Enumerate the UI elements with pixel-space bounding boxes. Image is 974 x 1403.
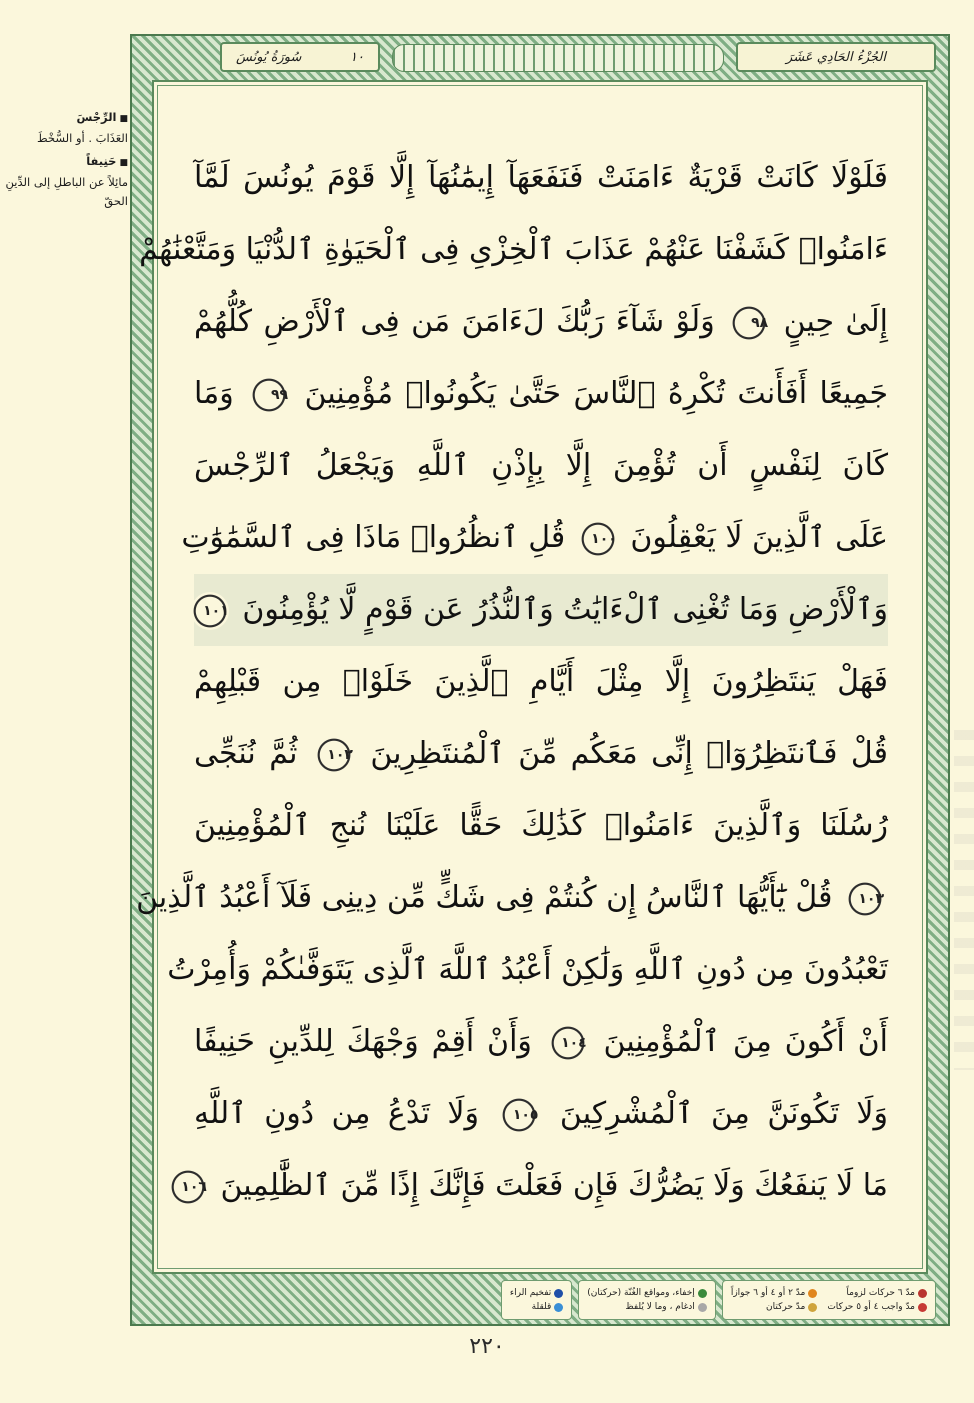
legend-ra-box bbox=[501, 1280, 572, 1320]
verse-block bbox=[136, 142, 889, 1222]
verse-line: جَمِيعًا أَفَأَنتَ تُكْرِهُ ٱلنَّاسَ حَتَّىٰ يَكُونُوا۟ مُؤْمِنِينَ ٩٩ وَمَا bbox=[194, 358, 888, 430]
verse-line: وَٱلْأَرْضِ وَمَا تُغْنِى ٱلْءَايَٰتُ وَٱلنُّذُرُ عَن قَوْمٍ لَّا يُؤْمِنُونَ ١٠١ bbox=[194, 574, 888, 646]
legend-madd-box bbox=[722, 1280, 936, 1320]
verse-line: تَعْبُدُونَ مِن دُونِ ٱللَّهِ وَلَٰكِنْ أَعْبُدُ ٱللَّهَ ٱلَّذِى يَتَوَفَّىٰكُمْ وَأُمِرْتُ bbox=[167, 952, 888, 987]
color-dot-icon bbox=[554, 1289, 563, 1298]
legend-item: مدّ واجب ٤ أو ٥ حركات bbox=[827, 1302, 927, 1312]
color-dot-icon bbox=[698, 1289, 707, 1298]
ayah-number-marker: ١٠٦ bbox=[169, 1168, 207, 1206]
legend-item: قلقلة bbox=[510, 1302, 563, 1312]
ayah-number-marker: ٩٩ bbox=[250, 376, 288, 414]
color-dot-icon bbox=[918, 1303, 927, 1312]
color-dot-icon bbox=[554, 1303, 563, 1312]
ayah-number-marker: ١٠٤ bbox=[549, 1024, 587, 1062]
verse-line: أَنْ أَكُونَ مِنَ ٱلْمُؤْمِنِينَ ١٠٤ وَأَنْ أَقِمْ وَجْهَكَ لِلدِّينِ حَنِيفًا bbox=[194, 1006, 888, 1078]
verse-line: قُلْ فَٱنتَظِرُوٓا۟ إِنِّى مَعَكُم مِّنَ ٱلْمُنتَظِرِينَ ١٠٢ ثُمَّ نُنَجِّى bbox=[194, 718, 888, 790]
legend-item: ادغام ، وما لا يُلفظ bbox=[587, 1302, 707, 1312]
verse-line: ١٠٣ قُلْ يَٰٓأَيُّهَا ٱلنَّاسُ إِن كُنتُمْ فِى شَكٍّ مِّن دِينِى فَلَآ أَعْبُدُ ٱلَّذِينَ bbox=[194, 862, 888, 934]
tajweed-legend bbox=[144, 1280, 936, 1320]
text-panel bbox=[136, 80, 928, 1274]
juz-title: الجُزْءُ الحَادِي عَشَرَ bbox=[786, 49, 886, 65]
surah-title: سُورَةُ يُونُسَ bbox=[236, 49, 302, 65]
glossary-term: ■ حَنِيفاً bbox=[0, 152, 128, 173]
header-ornament bbox=[392, 44, 724, 72]
legend-ghunna-box bbox=[578, 1280, 716, 1320]
color-dot-icon bbox=[698, 1303, 707, 1312]
surah-number: ١٠ bbox=[350, 49, 364, 65]
glossary-term: ■ الرِّجْسَ bbox=[0, 108, 128, 129]
ayah-number-marker: ١٠٣ bbox=[846, 880, 884, 918]
legend-item: إخفاء، ومواقع الغُنّة (حركتان) bbox=[587, 1288, 707, 1298]
verse-line: فَهَلْ يَنتَظِرُونَ إِلَّا مِثْلَ أَيَّامِ ٱلَّذِينَ خَلَوْا۟ مِن قَبْلِهِمْ bbox=[194, 664, 888, 699]
color-dot-icon bbox=[918, 1289, 927, 1298]
verse-line: عَلَى ٱلَّذِينَ لَا يَعْقِلُونَ ١٠٠ قُلِ ٱنظُرُوا۟ مَاذَا فِى ٱلسَّمَٰوَٰتِ bbox=[194, 502, 888, 574]
legend-item: مدّ ٦ حركات لزوماً bbox=[827, 1288, 927, 1298]
legend-item: مدّ حركتان bbox=[731, 1302, 818, 1312]
legend-item: تفخيم الراء bbox=[510, 1288, 563, 1298]
verse-line: ءَامَنُوا۟ كَشَفْنَا عَنْهُمْ عَذَابَ ٱلْخِزْىِ فِى ٱلْحَيَوٰةِ ٱلدُّنْيَا وَمَتَّعْنَٰهُمْ bbox=[139, 232, 888, 267]
legend-item: مدّ ٢ أو ٤ أو ٦ جوازاً bbox=[731, 1288, 818, 1298]
glossary-definition: مائِلاً عن الباطلِ إلى الدِّينِ الحقّ bbox=[5, 175, 128, 208]
verse-line: رُسُلَنَا وَٱلَّذِينَ ءَامَنُوا۟ كَذَٰلِكَ حَقًّا عَلَيْنَا نُنجِ ٱلْمُؤْمِنِينَ bbox=[194, 808, 888, 843]
page-frame bbox=[130, 34, 950, 1326]
ayah-number-marker: ١٠٥ bbox=[500, 1096, 538, 1134]
surah-header bbox=[220, 42, 380, 72]
verse-line: مَا لَا يَنفَعُكَ وَلَا يَضُرُّكَ فَإِن فَعَلْتَ فَإِنَّكَ إِذًا مِّنَ ٱلظَّٰلِمِينَ ١٠٦ bbox=[194, 1150, 888, 1222]
page-number: ٢٢٠ bbox=[469, 1334, 505, 1359]
color-dot-icon bbox=[808, 1289, 817, 1298]
ayah-number-marker: ١٠٢ bbox=[315, 736, 353, 774]
ayah-number-marker: ٩٨ bbox=[730, 304, 768, 342]
verse-line: كَانَ لِنَفْسٍ أَن تُؤْمِنَ إِلَّا بِإِذْنِ ٱللَّهِ وَيَجْعَلُ ٱلرِّجْسَ bbox=[194, 448, 888, 483]
ayah-number-marker: ١٠١ bbox=[191, 592, 229, 630]
ayah-number-marker: ١٠٠ bbox=[579, 520, 617, 558]
color-dot-icon bbox=[808, 1303, 817, 1312]
juz-header bbox=[736, 42, 936, 72]
verse-line: إِلَىٰ حِينٍ ٩٨ وَلَوْ شَآءَ رَبُّكَ لَءَامَنَ مَن فِى ٱلْأَرْضِ كُلُّهُمْ bbox=[194, 286, 888, 358]
verse-line: وَلَا تَكُونَنَّ مِنَ ٱلْمُشْرِكِينَ ١٠٥ وَلَا تَدْعُ مِن دُونِ ٱللَّهِ bbox=[194, 1078, 888, 1150]
verse-line: فَلَوْلَا كَانَتْ قَرْيَةٌ ءَامَنَتْ فَنَفَعَهَآ إِيمَٰنُهَآ إِلَّا قَوْمَ يُونُسَ لَمَّآ bbox=[194, 160, 888, 195]
glossary-definition: العَذَابَ . أو السُّخْطَ bbox=[37, 131, 128, 145]
bleed-through-marks bbox=[954, 730, 974, 1070]
margin-glossary bbox=[0, 108, 128, 211]
